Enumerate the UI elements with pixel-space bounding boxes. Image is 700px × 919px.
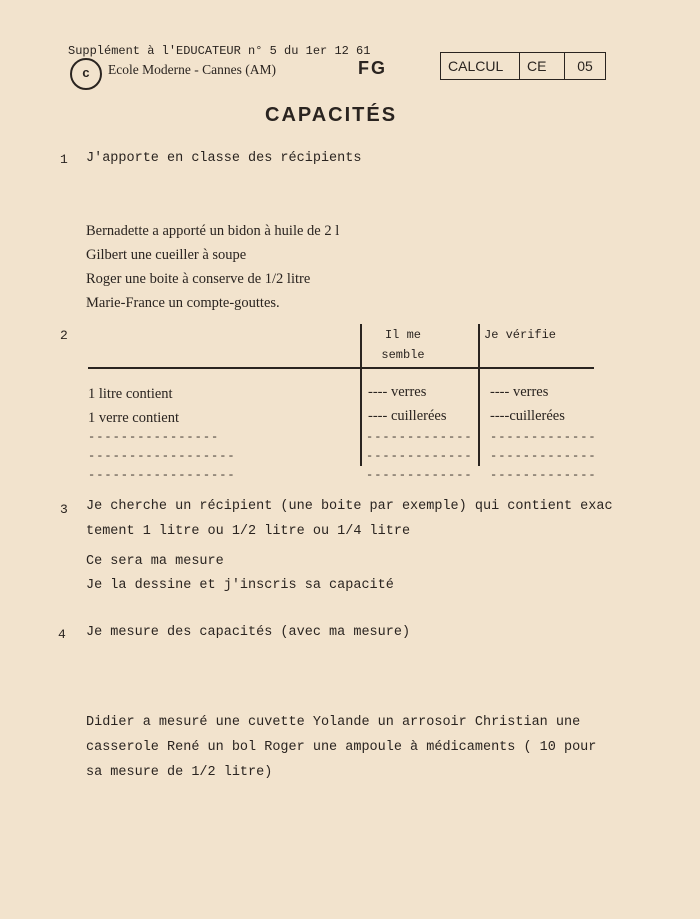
author-initials: FG [358, 58, 387, 78]
logo-icon: c [70, 58, 102, 90]
section-1-heading: J'apporte en classe des récipients [86, 151, 362, 166]
section-1-line: Marie-France un compte-gouttes. [86, 295, 280, 311]
row-label: 1 litre contient [88, 386, 173, 402]
row-seems: ------------- [366, 449, 473, 463]
row-seems: ------------- [366, 430, 473, 444]
table-column-divider [360, 324, 362, 466]
reference-box [440, 52, 606, 80]
section-4-line: Didier a mesuré une cuvette Yolande un arrosoir Christian une [86, 715, 581, 730]
row-verify: ----cuillerées [490, 408, 565, 424]
column-header-seems: Il me semble [381, 328, 425, 362]
section-4-heading: Je mesure des capacités (avec ma mesure) [86, 625, 411, 640]
school-name: Ecole Moderne - Cannes (AM) [108, 62, 276, 77]
table-column-divider [478, 324, 480, 466]
row-seems: ---- cuillerées [368, 408, 447, 424]
row-seems: ------------- [366, 468, 473, 482]
row-label: ---------------- [88, 430, 220, 444]
section-3-line: Ce sera ma mesure [86, 554, 224, 569]
ref-level: CE [520, 53, 565, 79]
row-verify: ------------- [490, 430, 597, 444]
section-3-line: tement 1 litre ou 1/2 litre ou 1/4 litre [86, 524, 411, 539]
row-seems: ---- verres [368, 384, 427, 400]
table-header-rule [88, 367, 594, 369]
section-4-line: sa mesure de 1/2 litre) [86, 765, 273, 780]
section-3-line: Je cherche un récipient (une boite par exemple) qui contient exac [86, 499, 613, 514]
row-verify: ---- verres [490, 384, 549, 400]
row-label: 1 verre contient [88, 410, 179, 426]
section-1-line: Bernadette a apporté un bidon à huile de 2 l [86, 223, 340, 239]
section-4-number: 4 [58, 627, 66, 642]
section-2-number: 2 [60, 328, 68, 343]
ref-number: 05 [577, 58, 593, 74]
section-4-line: casserole René un bol Roger une ampoule à médicaments ( 10 pour [86, 740, 597, 755]
supplement-line: Supplément à l'EDUCATEUR n° 5 du 1er 12 61 [68, 44, 371, 58]
row-verify: ------------- [490, 468, 597, 482]
section-1-number: 1 [60, 152, 68, 167]
page-title: CAPACITÉS [265, 104, 398, 126]
section-1-line: Gilbert une cueiller à soupe [86, 247, 247, 263]
row-label: ------------------ [88, 449, 236, 463]
column-header-verify: Je vérifie [484, 328, 557, 342]
ref-subject: CALCUL [441, 53, 520, 79]
row-label: ------------------ [88, 468, 236, 482]
section-3-number: 3 [60, 502, 68, 517]
section-3-line: Je la dessine et j'inscris sa capacité [86, 578, 394, 593]
row-verify: ------------- [490, 449, 597, 463]
section-1-line: Roger une boite à conserve de 1/2 litre [86, 271, 311, 287]
